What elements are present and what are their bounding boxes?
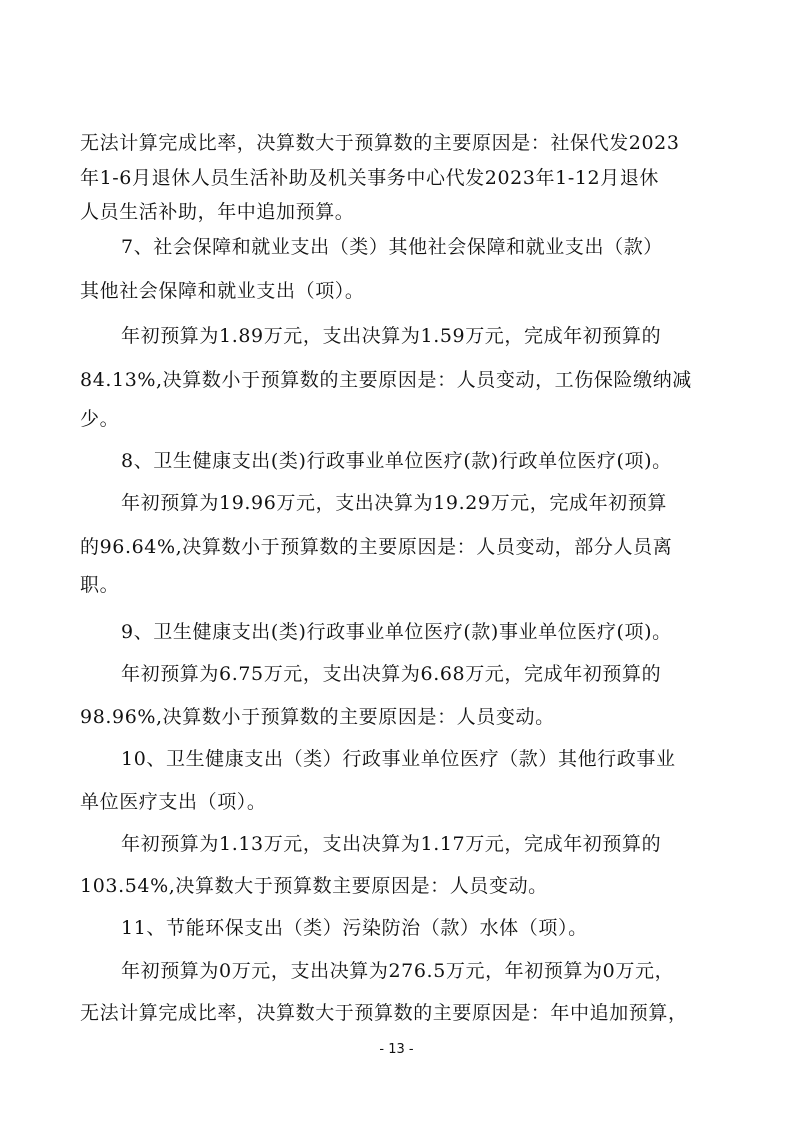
section-heading-9: 9、卫生健康支出(类)行政事业单位医疗(款)事业单位医疗(项)。 <box>121 621 672 643</box>
body-text-line: 年初预算为0万元，支出决算为276.5万元，年初预算为0万元， <box>121 960 675 982</box>
body-text-line: 年初预算为6.75万元，支出决算为6.68万元，完成年初预算的 <box>121 663 662 685</box>
section-heading-10-continued: 单位医疗支出（项）。 <box>80 791 267 813</box>
body-text-line: 98.96%,决算数小于预算数的主要原因是：人员变动。 <box>80 706 555 728</box>
body-text-line: 职。 <box>80 574 120 596</box>
body-text-line: 84.13%,决算数小于预算数的主要原因是：人员变动，工伤保险缴纳减 <box>80 369 692 391</box>
body-text-line: 少。 <box>80 408 120 430</box>
body-text-line: 年初预算为1.13万元，支出决算为1.17万元，完成年初预算的 <box>121 833 662 855</box>
section-heading-7-continued: 其他社会保障和就业支出（项）。 <box>80 280 365 302</box>
body-text-line: 年初预算为19.96万元，支出决算为19.29万元，完成年初预算 <box>121 492 667 514</box>
body-text-line: 年1-6月退休人员生活补助及机关事务中心代发2023年1-12月退休 <box>80 167 660 189</box>
body-text-line: 人员生活补助，年中追加预算。 <box>80 201 355 223</box>
section-heading-11: 11、节能环保支出（类）污染防治（款）水体（项）。 <box>121 917 588 939</box>
body-text-line: 的96.64%,决算数小于预算数的主要原因是：人员变动，部分人员离 <box>80 536 673 558</box>
body-text-line: 年初预算为1.89万元，支出决算为1.59万元，完成年初预算的 <box>121 325 662 347</box>
section-heading-7: 7、社会保障和就业支出（类）其他社会保障和就业支出（款） <box>121 236 663 258</box>
section-heading-8: 8、卫生健康支出(类)行政事业单位医疗(款)行政单位医疗(项)。 <box>121 450 672 472</box>
body-text-line: 无法计算完成比率，决算数大于预算数的主要原因是：社保代发2023 <box>80 132 680 154</box>
body-text-line: 103.54%,决算数大于预算数主要原因是：人员变动。 <box>80 875 548 897</box>
section-heading-10: 10、卫生健康支出（类）行政事业单位医疗（款）其他行政事业 <box>121 748 676 770</box>
page-number: - 13 - <box>379 1042 414 1057</box>
body-text-line: 无法计算完成比率，决算数大于预算数的主要原因是：年中追加预算， <box>80 1002 688 1024</box>
